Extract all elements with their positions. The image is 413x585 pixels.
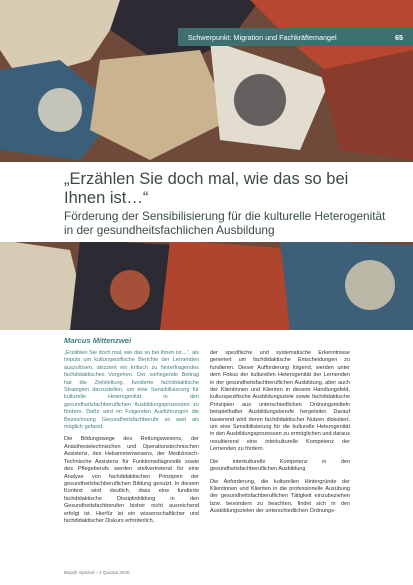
subheading: Die interkulturelle Kompetenz in den gesundheitsfachberuflichen Ausbildung [210, 458, 350, 473]
body-paragraph: Die Anforderung, die kulturellen Hintergründe der Klientinnen und Klienten in die professionelle Ausübung der gesundheitsfachberuflichen Tätigkeit einzubeziehen bzw. besonders zu beachten, findet sich in den Ausbildungszielen der unterschiedlichen Ordnungs- [210, 478, 350, 515]
section-header-bar [178, 28, 413, 46]
author-name: Marcus Mittenzwei [64, 336, 132, 345]
body-paragraph: Die Bildungswege des Rettungswesens, der Anästhesietechnischen und Operationstechnischen Assistenz, des Hebammenwesens, der Medizinisch-Technische Assistenz für Funktionsdiagnostik sowie des Pflegeberufs werden stellvertretend für eine Analyse von fachdidaktischen Prinzipien der gesundheitsfachberuflichen Bildung genutzt. In diesem Kontext wird deutlich, dass eine fundierte fachdidaktische Disziplinbildung in den Gesundheitsfachberufen bisher nicht ausreichend erfolgt ist. Hierfür ist ein wissenschaftlicher und fachdidaktischer Diskurs erforderlich, [64, 436, 199, 524]
article-title: „Erzählen Sie doch mal, wie das so bei Ihnen ist…“ [64, 170, 349, 207]
page-number: 65 [395, 32, 403, 42]
column-right [210, 350, 350, 521]
lead-paragraph: „Erzählen Sie doch mal, wie das so bei Ihnen ist…“, als Impuls um kulturspezifische Berichte der Lernenden auszulösen, skizziert ein kritisch zu hinterfragendes fachdidaktisches Vorgehen. Der vorliegende Beitrag hat die Zielstellung, fundierte fachdidaktische Strategien darzustellen, um eine Sensibilisierung für kulturelle Heterogenität in den gesundheitsfachberuflichen Ausbildungsprozessen zu fördern. Dafür wird im Folgenden Ausführungen die Bezeichnung Gesundheitsfachberufe so weit als möglich gefasst. [64, 350, 199, 431]
article-subtitle: Förderung der Sensibilisierung für die kulturelle Heterogenität in der gesundheitsfachlichen Ausbildung [64, 209, 386, 237]
footer-citation: Bwp@ Spezial – 2 Quartal 2020 [64, 570, 130, 575]
section-title: Schwerpunkt: Migration und Fachkräftemangel [188, 32, 337, 42]
body-paragraph: der spezifische und systematische Erkenntnisse generiert um fachdidaktische Entscheidungen zu fundieren. Dieser Aufforderung folgend, werden unter dem Fokus der kulturellen Heterogenität der Lernenden in der gesundheitsfachberuflichen Ausbildung, aber auch der Klientinnen und Klienten in diesem Handlungsfeld, kulturspezifische Ausbildungsziele sowie fachdidaktische Prinzipien aus unterschiedlichen Ordnungsmitteln beispielhafter Ausbildungsberufe hergeleitet. Darauf basierend wird deren fachdidaktischer Nutzen diskutiert, um eine Sensibilisierung für die kulturelle Heterogenität in den Ausbildungsprozessen zu ermöglichen und daraus resultierend eine interkulturelle Kompetenz der Lernenden zu fördern. [210, 350, 350, 453]
column-left [64, 350, 199, 530]
